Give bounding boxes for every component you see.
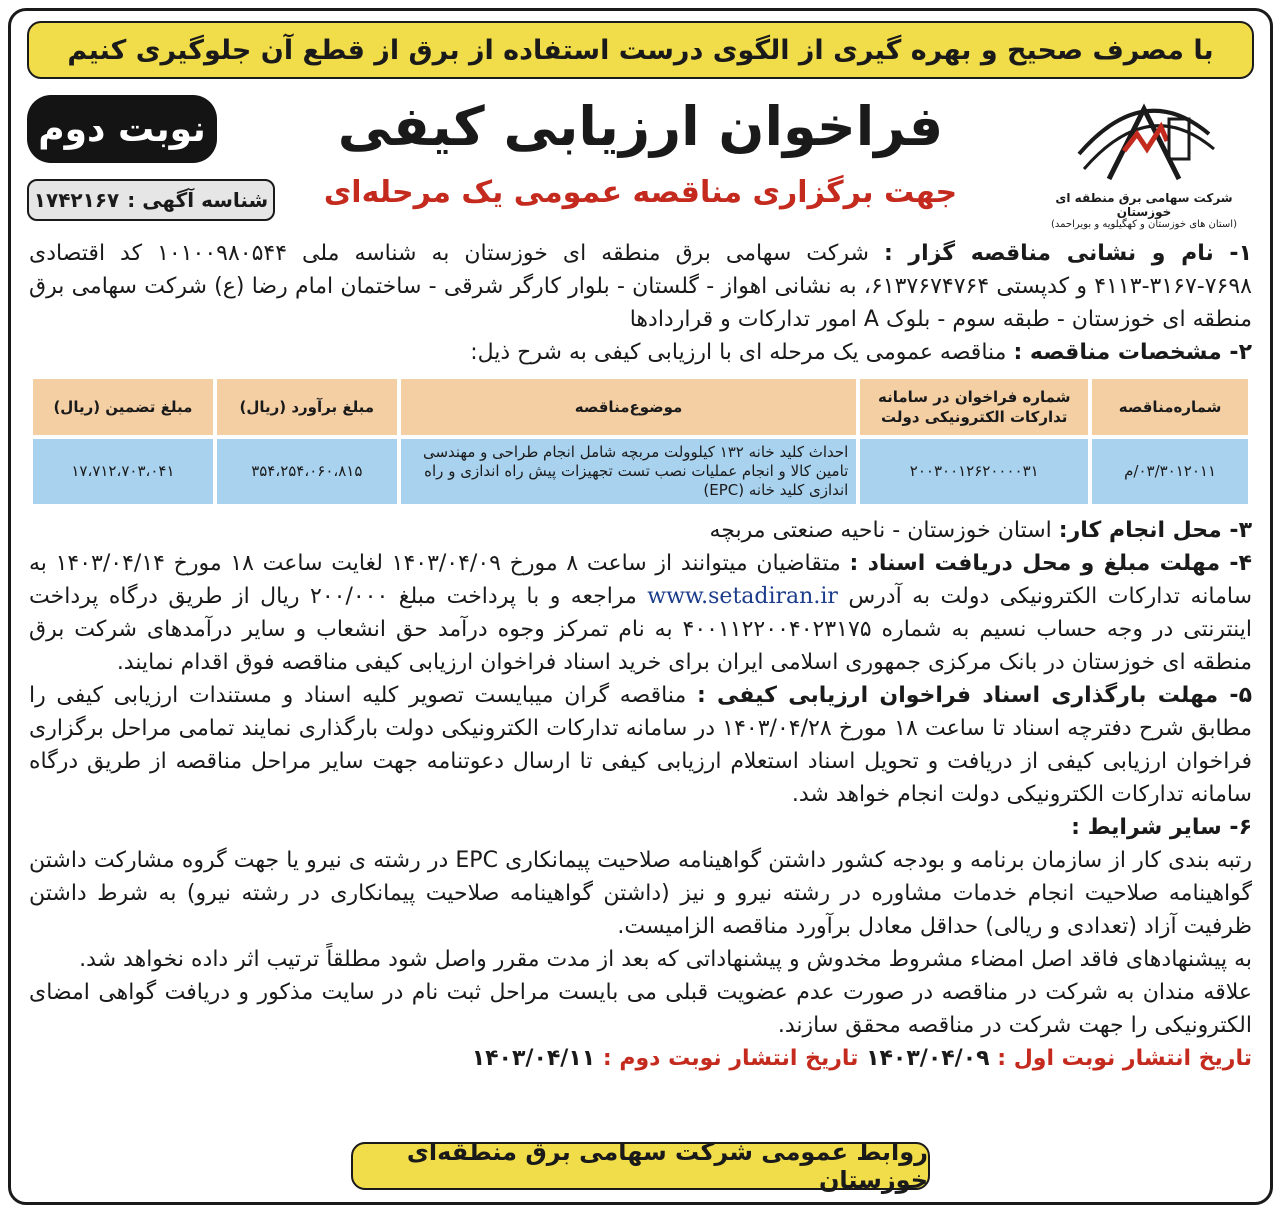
section-6-paragraph-2: به پیشنهادهای فاقد اصل امضاء مشروط مخدوش و پیشنهاداتی که بعد از مدت مقرر واصل شود مطلقاً ترتیب اثر داده نخواهد شد. — [79, 947, 1252, 972]
ad-id-label: شناسه آگهی : — [127, 188, 269, 212]
cell-estimate: ۳۵۴،۲۵۴،۰۶۰،۸۱۵ — [217, 439, 397, 504]
section-1 — [29, 237, 1252, 336]
cell-tender-number: ۰۳/۳۰۱۲۰۱۱/م — [1092, 439, 1248, 504]
setadiran-link[interactable]: www.setadiran.ir — [647, 584, 838, 609]
col-tender-number: شماره‌مناقصه — [1092, 379, 1248, 435]
section-2-heading: ۲- مشخصات مناقصه : — [1013, 340, 1252, 365]
ad-id-value: ۱۷۴۲۱۶۷ — [33, 188, 120, 212]
second-publication-label: تاریخ انتشار نوبت دوم : — [602, 1046, 859, 1071]
section-6-paragraph-3: علاقه مندان به شرکت در مناقصه در صورت عدم عضویت قبلی می بایست مراحل ثبت نام در سایت مذکور و دریافت گواهی امضای الکترونیکی را جهت شرکت در مناقصه محقق سازند. — [29, 980, 1252, 1038]
section-2-body: مناقصه عمومی یک مرحله ای با ارزیابی کیفی به شرح ذیل: — [470, 340, 1007, 365]
round-badge: نوبت دوم — [27, 95, 217, 163]
ad-frame — [8, 8, 1273, 1205]
section-6-paragraph-1: رتبه بندی کار از سازمان برنامه و بودجه کشور داشتن گواهینامه صلاحیت پیمانکاری EPC در رشته ی نیرو یا جهت گروه مشارکت داشتن گواهینامه صلاحیت انجام خدمات مشاوره در رشته نیرو و نیز (داشتن گواهینامه صلاحیت پیمانکاری در رشته نیرو) به شرط داشتن ظرفیت آزاد (تعدادی و ریالی) حداقل معادل برآورد مناقصه الزامیست. — [29, 848, 1252, 939]
banner-text: با مصرف صحیح و بهره گیری از الگوی درست استفاده از برق از قطع آن جلوگیری کنیم — [67, 34, 1214, 66]
page-subtitle: جهت برگزاری مناقصه عمومی یک مرحله‌ای — [323, 175, 958, 210]
section-2 — [29, 336, 1252, 369]
section-1-body: شرکت سهامی برق منطقه ای خوزستان به شناسه ملی ۱۰۱۰۰۹۸۰۵۴۴ کد اقتصادی ۷۶۹۸-۳۱۶۷-۴۱۱۳ و کدپستی ۶۱۳۷۶۷۴۷۶۴، به نشانی اهواز - گلستان - بلوار کارگر شرقی - ساختمان امام رضا (ع) شرکت سهامی برق منطقه ای خوزستان - طبقه سوم - بلوک A امور تدارکات و قراردادها — [29, 241, 1252, 332]
section-3-heading: ۳- محل انجام کار: — [1058, 518, 1252, 543]
section-4-body-start: متقاضیان میتوانند از ساعت ۸ مورخ ۱۴۰۳/۰۴/۰۹ لغایت ساعت ۱۸ مورخ ۱۴۰۳/۰۴/۱۴ به سامانه تدارکات الکترونیکی دولت به آدرس — [29, 551, 1253, 609]
section-3-body: استان خوزستان - ناحیه صنعتی مربچه — [709, 518, 1052, 543]
footer-bar — [351, 1138, 930, 1194]
ad-id-box — [27, 179, 275, 221]
top-banner — [27, 21, 1254, 79]
page-title: فراخوان ارزیابی کیفی — [337, 95, 944, 158]
logo-company-name: شرکت سهامی برق منطقه ای خوزستان — [1055, 191, 1233, 219]
second-publication-date: ۱۴۰۳/۰۴/۱۱ — [471, 1046, 596, 1071]
ad-body — [29, 237, 1252, 1075]
first-publication-date: ۱۴۰۳/۰۴/۰۹ — [866, 1046, 990, 1071]
footer-text: روابط عمومی شرکت سهامی برق منطقه‌ای خوزستان — [406, 1138, 928, 1194]
col-guarantee: مبلغ تضمین (ریال) — [33, 379, 213, 435]
section-1-heading: ۱- نام و نشانی مناقصه گزار : — [883, 241, 1252, 266]
cell-system-number: ۲۰۰۳۰۰۱۲۶۲۰۰۰۰۳۱ — [860, 439, 1088, 504]
tender-table — [29, 375, 1252, 508]
publication-dates — [29, 1042, 1252, 1075]
section-4-heading: ۴- مهلت مبلغ و محل دریافت اسناد : — [849, 551, 1252, 576]
section-5-heading: ۵- مهلت بارگذاری اسناد فراخوان ارزیابی کیفی : — [696, 683, 1253, 708]
col-subject: موضوع‌مناقصه — [401, 379, 857, 435]
table-row — [33, 439, 1248, 504]
section-6-heading: ۶- سایر شرایط : — [1071, 815, 1252, 840]
cell-guarantee: ۱۷،۷۱۲،۷۰۳،۰۴۱ — [33, 439, 213, 504]
section-4 — [29, 547, 1252, 679]
section-5 — [29, 679, 1252, 811]
power-company-logo-icon — [1069, 89, 1219, 189]
section-4-body-end: مراجعه و با پرداخت مبلغ ۲۰۰/۰۰۰ ریال از طریق درگاه پرداخت اینترنتی در وجه حساب نسیم به شماره ۴۰۰۱۱۲۲۰۰۴۰۲۳۱۷۵ به نام تمرکز وجوه درآمد حق انشعاب و سایر درآمدهای شرکت برق منطقه ای خوزستان در بانک مرکزی جمهوری اسلامی ایران برای خرید اسناد فراخوان ارزیابی کیفی مناقصه فوق اقدام نمایند. — [29, 584, 1252, 675]
section-6 — [29, 811, 1252, 844]
table-header-row — [33, 379, 1248, 435]
section-5-body: مناقصه گران میبایست تصویر کلیه اسناد و مستندات ارزیابی کیفی را مطابق شرح دفترچه اسناد تا ساعت ۱۸ مورخ ۱۴۰۳/۰۴/۲۸ در سامانه تدارکات الکترونیکی دولت بارگذاری نمایند تمامی مراحل برگزاری فراخوان ارزیابی کیفی از دریافت و تحویل اسناد استعلام ارزیابی کیفی تا ارسال دعوتنامه جهت سایر مراحل مناقصه از طریق درگاه سامانه تدارکات الکترونیکی دولت انجام خواهد شد. — [29, 683, 1252, 807]
company-logo — [1044, 89, 1244, 239]
section-3 — [29, 514, 1252, 547]
col-system-number: شماره فراخوان در سامانه تدارکات الکترونیکی دولت — [860, 379, 1088, 435]
cell-subject: احداث کلید خانه ۱۳۲ کیلوولت مربچه شامل انجام طراحی و مهندسی تامین کالا و انجام عملیات نصب تست تجهیزات پیش راه اندازی و راه اندازی کلید خانه (EPC) — [401, 439, 857, 504]
col-estimate: مبلغ برآورد (ریال) — [217, 379, 397, 435]
logo-subtitle: (استان های خوزستان و کهگیلویه و بویراحمد) — [1051, 219, 1237, 230]
first-publication-label: تاریخ انتشار نوبت اول : — [997, 1046, 1252, 1071]
